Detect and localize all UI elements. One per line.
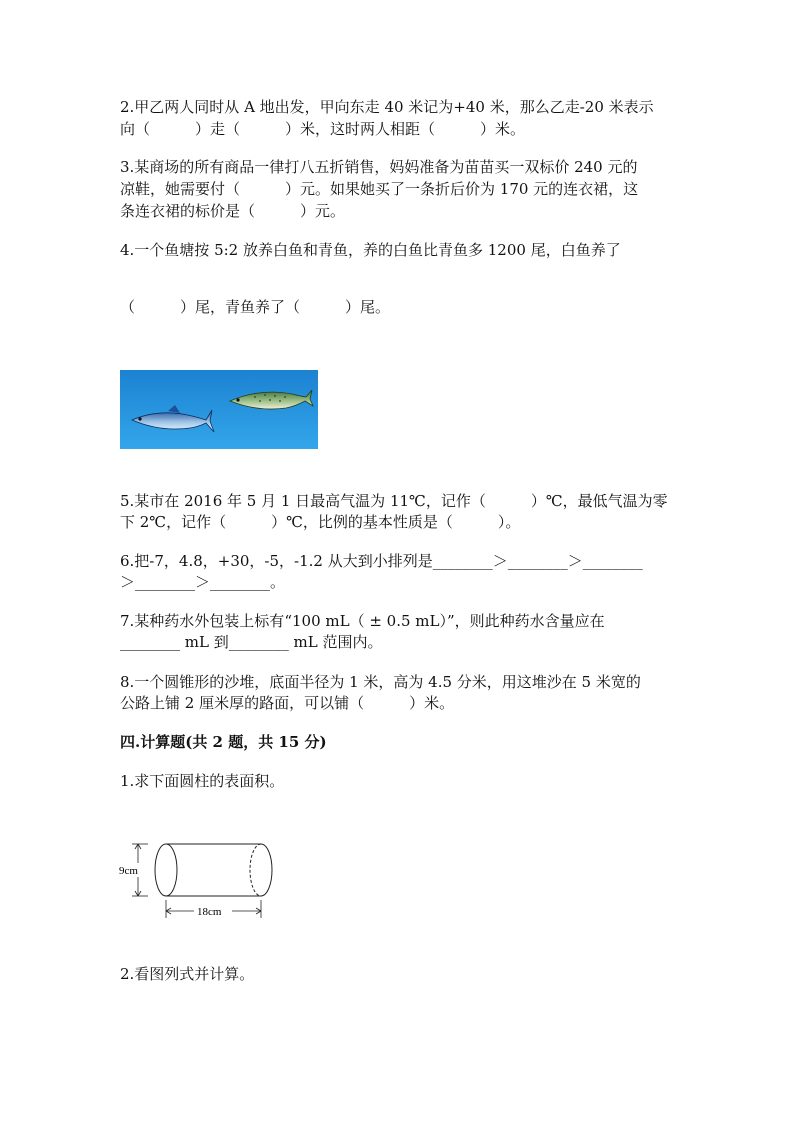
water-background [120, 370, 318, 449]
q4-line-2: （ ）尾，青鱼养了（ ）尾。 [120, 298, 391, 316]
q3-line-1: 3.某商场的所有商品一律打八五折销售，妈妈准备为苗苗买一双标价 240 元的 [120, 158, 638, 176]
q7-line-2: ________ mL 到________ mL 范围内。 [120, 633, 383, 651]
c1-question: 1.求下面圆柱的表面积。 [120, 772, 285, 790]
q3-line-2: 凉鞋，她需要付（ ）元。如果她买了一条折后价为 170 元的连衣裙，这 [120, 180, 639, 198]
q7-line-1: 7.某种药水外包装上标有“100 mL（ ± 0.5 mL）”，则此种药水含量应在 [120, 612, 605, 630]
section-heading: 四.计算题(共 2 题，共 15 分) [120, 733, 327, 751]
q2-line-1: 2.甲乙两人同时从 A 地出发，甲向东走 40 米记为+40 米，那么乙走-20 米表示 [120, 98, 654, 116]
q8-line-2: 公路上铺 2 厘米厚的路面，可以铺（ ）米。 [120, 694, 455, 712]
height-label: 9cm [119, 865, 138, 877]
c2-question: 2.看图列式并计算。 [120, 965, 255, 983]
q5-line-2: 下 2℃，记作（ ）℃，比例的基本性质是（ ）。 [120, 513, 521, 531]
cylinder-diagram [118, 836, 288, 920]
q6-line-1: 6.把-7，4.8，+30，-5，-1.2 从大到小排列是________＞________＞________ [120, 552, 643, 570]
fish-pond-image [120, 370, 318, 449]
q8-line-1: 8.一个圆锥形的沙堆，底面半径为 1 米，高为 4.5 分米，用这堆沙在 5 米宽的 [120, 673, 641, 691]
fish-illustration [120, 370, 318, 449]
q3-line-3: 条连衣裙的标价是（ ）元。 [120, 202, 346, 220]
length-label: 18cm [197, 906, 222, 918]
q4-line-1: 4.一个鱼塘按 5:2 放养白鱼和青鱼，养的白鱼比青鱼多 1200 尾，白鱼养了 [120, 241, 621, 259]
q6-line-2: ＞________＞________。 [120, 573, 286, 591]
q2-line-2: 向（ ）走（ ）米，这时两人相距（ ）米。 [120, 120, 526, 138]
q5-line-1: 5.某市在 2016 年 5 月 1 日最高气温为 11℃，记作（ ）℃，最低气温为零 [120, 492, 668, 510]
